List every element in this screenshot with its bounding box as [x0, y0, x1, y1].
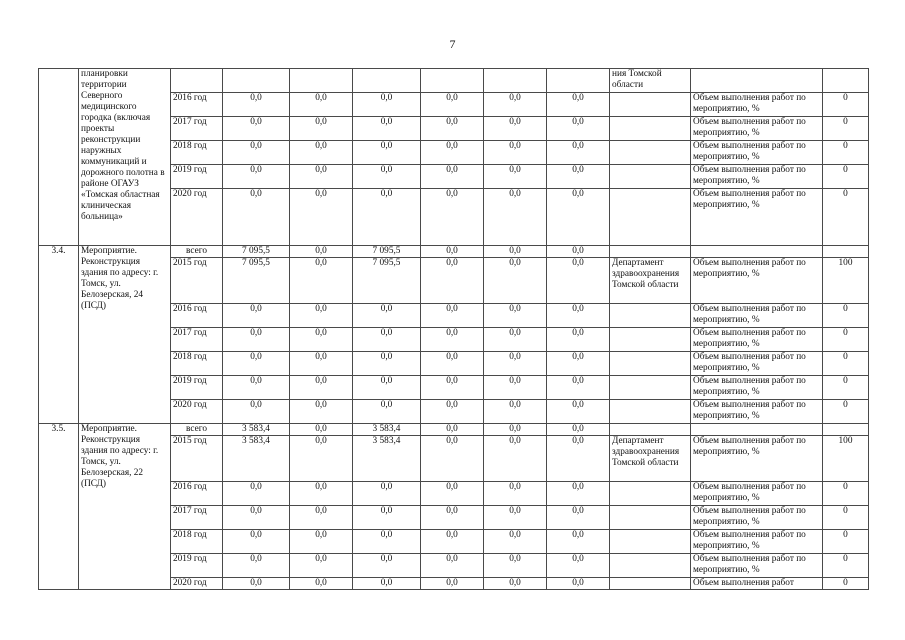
target-cell: 0 [823, 578, 869, 590]
value-cell: 0,0 [290, 246, 353, 258]
target-cell: 0 [823, 117, 869, 141]
indicator-cell: Объем выполнения работ по мероприятию, % [691, 436, 823, 482]
value-cell: 3 583,4 [353, 436, 421, 482]
value-cell: 0,0 [353, 328, 421, 352]
value-cell: 0,0 [547, 530, 610, 554]
value-cell: 0,0 [223, 554, 290, 578]
year-cell: 2016 год [171, 93, 223, 117]
value-cell: 0,0 [484, 93, 547, 117]
value-cell: 0,0 [547, 117, 610, 141]
target-cell: 0 [823, 328, 869, 352]
value-cell: 0,0 [290, 141, 353, 165]
indicator-cell: Объем выполнения работ по мероприятию, % [691, 93, 823, 117]
value-cell: 0,0 [223, 304, 290, 328]
value-cell: 0,0 [290, 530, 353, 554]
value-cell: 0,0 [484, 506, 547, 530]
target-cell: 0 [823, 530, 869, 554]
year-cell: 2019 год [171, 165, 223, 189]
target-cell: 0 [823, 482, 869, 506]
activity-number-cell [39, 69, 79, 246]
value-cell: 0,0 [484, 376, 547, 400]
year-cell: 2018 год [171, 530, 223, 554]
indicator-cell: Объем выполнения работ по мероприятию, % [691, 352, 823, 376]
value-cell: 0,0 [484, 578, 547, 590]
indicator-cell: Объем выполнения работ по мероприятию, % [691, 328, 823, 352]
value-cell: 0,0 [547, 554, 610, 578]
value-cell: 0,0 [421, 93, 484, 117]
value-cell: 0,0 [290, 165, 353, 189]
year-cell: 2020 год [171, 400, 223, 424]
value-cell: 0,0 [421, 189, 484, 246]
target-cell: 100 [823, 258, 869, 304]
value-cell: 0,0 [547, 328, 610, 352]
value-cell: 0,0 [484, 117, 547, 141]
value-cell: 0,0 [290, 424, 353, 436]
year-cell: 2018 год [171, 352, 223, 376]
value-cell: 0,0 [421, 554, 484, 578]
indicator-cell: Объем выполнения работ по мероприятию, % [691, 258, 823, 304]
value-cell: 0,0 [290, 482, 353, 506]
value-cell: 0,0 [547, 436, 610, 482]
target-cell: 0 [823, 93, 869, 117]
activity-name-cell: планировки территории Северного медицинского городка (включая проекты реконструкции наружных коммуникаций и дорожного полотна в районе ОГАУЗ «Томская областная клиническая больница» [79, 69, 171, 246]
executor-cell: Департамент здравоохранения Томской области [610, 436, 691, 482]
value-cell: 0,0 [547, 304, 610, 328]
value-cell: 0,0 [353, 578, 421, 590]
executor-cell: ния Томской области [610, 69, 691, 93]
value-cell: 0,0 [353, 554, 421, 578]
value-cell: 0,0 [484, 482, 547, 506]
target-cell: 100 [823, 436, 869, 482]
indicator-cell: Объем выполнения работ по мероприятию, % [691, 304, 823, 328]
value-cell: 0,0 [421, 352, 484, 376]
year-cell: всего [171, 424, 223, 436]
value-cell: 0,0 [547, 246, 610, 258]
indicator-cell: Объем выполнения работ по мероприятию, % [691, 376, 823, 400]
value-cell: 0,0 [353, 189, 421, 246]
value-cell: 0,0 [547, 424, 610, 436]
value-cell: 0,0 [484, 189, 547, 246]
target-cell: 0 [823, 165, 869, 189]
year-cell: 2015 год [171, 258, 223, 304]
value-cell: 0,0 [421, 530, 484, 554]
value-cell: 0,0 [290, 304, 353, 328]
value-cell: 0,0 [223, 141, 290, 165]
year-cell: 2018 год [171, 141, 223, 165]
value-cell: 0,0 [223, 328, 290, 352]
value-cell: 0,0 [547, 482, 610, 506]
value-cell: 3 583,4 [223, 436, 290, 482]
value-cell: 0,0 [290, 436, 353, 482]
value-cell: 0,0 [547, 165, 610, 189]
value-cell: 0,0 [353, 376, 421, 400]
value-cell: 0,0 [484, 554, 547, 578]
value-cell: 0,0 [484, 246, 547, 258]
value-cell: 0,0 [290, 578, 353, 590]
value-cell: 0,0 [223, 400, 290, 424]
table-row-total [39, 246, 869, 258]
value-cell: 0,0 [547, 93, 610, 117]
value-cell: 0,0 [223, 530, 290, 554]
value-cell: 0,0 [223, 165, 290, 189]
value-cell: 0,0 [290, 506, 353, 530]
value-cell: 0,0 [484, 352, 547, 376]
indicator-cell: Объем выполнения работ по мероприятию, % [691, 400, 823, 424]
value-cell: 0,0 [223, 352, 290, 376]
value-cell: 7 095,5 [353, 258, 421, 304]
value-cell: 0,0 [421, 165, 484, 189]
value-cell: 0,0 [421, 117, 484, 141]
value-cell: 0,0 [290, 554, 353, 578]
target-cell: 0 [823, 376, 869, 400]
value-cell: 0,0 [353, 482, 421, 506]
value-cell: 0,0 [484, 436, 547, 482]
indicator-cell: Объем выполнения работ по мероприятию, % [691, 530, 823, 554]
value-cell: 0,0 [290, 400, 353, 424]
target-cell: 0 [823, 506, 869, 530]
activity-number-cell: 3.5. [39, 424, 79, 590]
year-cell: 2015 год [171, 436, 223, 482]
value-cell: 0,0 [353, 506, 421, 530]
value-cell: 0,0 [353, 400, 421, 424]
target-cell: 0 [823, 304, 869, 328]
value-cell: 0,0 [421, 376, 484, 400]
indicator-cell: Объем выполнения работ по мероприятию, % [691, 141, 823, 165]
indicator-cell: Объем выполнения работ по мероприятию, % [691, 554, 823, 578]
value-cell: 0,0 [421, 506, 484, 530]
year-cell: 2017 год [171, 328, 223, 352]
value-cell: 0,0 [223, 117, 290, 141]
table-row-total [39, 424, 869, 436]
year-cell: 2017 год [171, 506, 223, 530]
value-cell: 0,0 [421, 304, 484, 328]
value-cell: 0,0 [547, 578, 610, 590]
value-cell: 0,0 [223, 482, 290, 506]
indicator-cell: Объем выполнения работ по мероприятию, % [691, 117, 823, 141]
value-cell: 3 583,4 [223, 424, 290, 436]
value-cell: 0,0 [547, 400, 610, 424]
value-cell: 0,0 [353, 117, 421, 141]
year-cell: 2020 год [171, 189, 223, 246]
target-cell: 0 [823, 554, 869, 578]
value-cell: 0,0 [290, 258, 353, 304]
activity-name-cell: Мероприятие. Реконструкция здания по адресу: г. Томск, ул. Белозерская, 22 (ПСД) [79, 424, 171, 590]
value-cell: 0,0 [547, 352, 610, 376]
value-cell: 0,0 [353, 165, 421, 189]
activity-number-cell: 3.4. [39, 246, 79, 424]
page-number: 7 [449, 37, 456, 51]
target-cell: 0 [823, 352, 869, 376]
value-cell: 0,0 [484, 400, 547, 424]
value-cell: 7 095,5 [353, 246, 421, 258]
value-cell: 0,0 [547, 506, 610, 530]
value-cell: 0,0 [353, 304, 421, 328]
value-cell: 0,0 [484, 424, 547, 436]
value-cell: 0,0 [223, 578, 290, 590]
value-cell: 0,0 [484, 165, 547, 189]
value-cell: 0,0 [484, 258, 547, 304]
value-cell: 0,0 [421, 141, 484, 165]
year-cell: 2019 год [171, 554, 223, 578]
value-cell: 0,0 [223, 93, 290, 117]
value-cell: 0,0 [353, 93, 421, 117]
value-cell: 3 583,4 [353, 424, 421, 436]
executor-cell: Департамент здравоохранения Томской области [610, 258, 691, 304]
indicator-cell: Объем выполнения работ по мероприятию, % [691, 506, 823, 530]
value-cell: 0,0 [223, 506, 290, 530]
table-row [39, 69, 869, 93]
year-cell: всего [171, 246, 223, 258]
value-cell: 0,0 [547, 258, 610, 304]
activity-name-cell: Мероприятие. Реконструкция здания по адресу: г. Томск, ул. Белозерская, 24 (ПСД) [79, 246, 171, 424]
value-cell: 0,0 [223, 376, 290, 400]
value-cell: 0,0 [290, 328, 353, 352]
value-cell: 0,0 [353, 352, 421, 376]
year-cell: 2017 год [171, 117, 223, 141]
indicator-cell: Объем выполнения работ по мероприятию, % [691, 165, 823, 189]
year-cell: 2016 год [171, 304, 223, 328]
value-cell: 0,0 [421, 328, 484, 352]
indicator-cell: Объем выполнения работ по мероприятию, % [691, 482, 823, 506]
target-cell: 0 [823, 141, 869, 165]
value-cell: 0,0 [290, 376, 353, 400]
value-cell: 0,0 [421, 436, 484, 482]
value-cell: 0,0 [223, 189, 290, 246]
value-cell: 0,0 [484, 530, 547, 554]
value-cell: 0,0 [484, 141, 547, 165]
value-cell: 0,0 [421, 424, 484, 436]
value-cell: 0,0 [290, 352, 353, 376]
value-cell: 0,0 [421, 258, 484, 304]
value-cell: 0,0 [547, 376, 610, 400]
value-cell: 0,0 [421, 246, 484, 258]
value-cell: 0,0 [421, 400, 484, 424]
year-cell: 2020 год [171, 578, 223, 590]
program-activities-table [38, 68, 869, 590]
value-cell: 0,0 [484, 328, 547, 352]
value-cell: 0,0 [484, 304, 547, 328]
value-cell: 0,0 [290, 93, 353, 117]
target-cell: 0 [823, 400, 869, 424]
value-cell: 0,0 [547, 189, 610, 246]
value-cell: 7 095,5 [223, 246, 290, 258]
indicator-cell: Объем выполнения работ [691, 578, 823, 590]
year-cell: 2019 год [171, 376, 223, 400]
indicator-cell: Объем выполнения работ по мероприятию, % [691, 189, 823, 246]
value-cell: 0,0 [353, 530, 421, 554]
value-cell: 7 095,5 [223, 258, 290, 304]
value-cell: 0,0 [421, 578, 484, 590]
value-cell: 0,0 [353, 141, 421, 165]
value-cell: 0,0 [421, 482, 484, 506]
target-cell: 0 [823, 189, 869, 246]
value-cell: 0,0 [290, 117, 353, 141]
value-cell: 0,0 [547, 141, 610, 165]
value-cell: 0,0 [290, 189, 353, 246]
year-cell: 2016 год [171, 482, 223, 506]
